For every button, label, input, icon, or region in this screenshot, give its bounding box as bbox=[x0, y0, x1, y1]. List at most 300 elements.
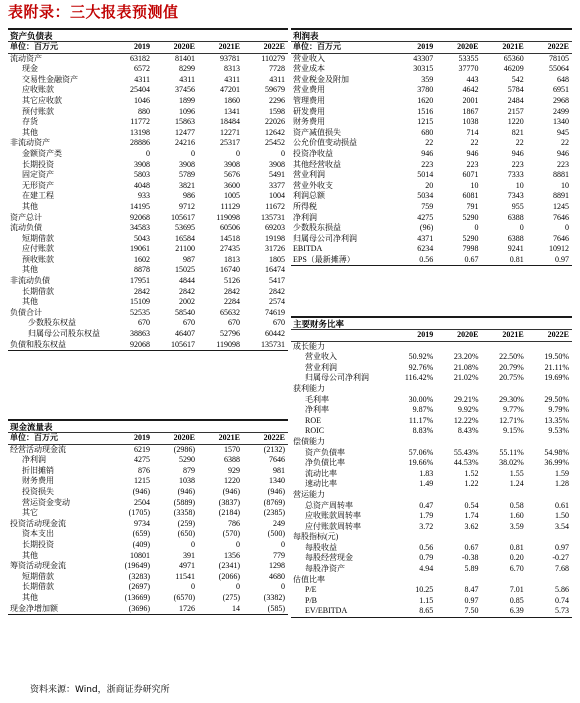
cell-value: 1038 bbox=[179, 476, 195, 486]
cell-value: 1004 bbox=[269, 191, 285, 201]
cell-value: -0.27 bbox=[552, 553, 569, 563]
cell-value: (2066) bbox=[218, 571, 240, 581]
cell-value: 5491 bbox=[269, 170, 285, 180]
cell-value: (6570) bbox=[173, 592, 195, 602]
year-header: 2022E bbox=[243, 42, 288, 53]
cell-value: 0 bbox=[281, 582, 285, 592]
row-label: 净负债比率 bbox=[305, 458, 345, 468]
cell-value: 0.67 bbox=[436, 255, 481, 266]
cell-value: 5417 bbox=[269, 276, 285, 286]
cell-value: (3837) bbox=[218, 497, 240, 507]
row-label: EPS（最新摊薄） bbox=[291, 255, 391, 266]
cell-value: 19.66% bbox=[408, 458, 434, 468]
cell-value: 1038 bbox=[462, 117, 479, 127]
cell-value: 5789 bbox=[179, 170, 195, 180]
cell-value: 0.47 bbox=[419, 500, 434, 510]
cell-value: 27435 bbox=[220, 244, 240, 254]
cell-value: -0.38 bbox=[461, 553, 479, 563]
row-label: 预付账款 bbox=[22, 106, 54, 116]
row-label: 归属母公司净利润 bbox=[293, 233, 357, 243]
table-row bbox=[291, 426, 572, 437]
cell-value bbox=[527, 490, 572, 501]
row-label: 应付账款周转率 bbox=[305, 521, 361, 531]
table-row bbox=[291, 255, 572, 266]
cell-value: 55.43% bbox=[453, 447, 479, 457]
row-label: 预收账款 bbox=[22, 254, 54, 264]
row-label: 资产减值损失 bbox=[293, 127, 341, 137]
row-label: P/B bbox=[305, 595, 318, 605]
cell-value: 0.81 bbox=[509, 542, 524, 552]
cell-value: 12.22% bbox=[453, 415, 479, 425]
row-label: 每股指标(元) bbox=[293, 532, 339, 542]
row-label: 财务费用 bbox=[22, 476, 54, 486]
cell-value: 0 bbox=[236, 539, 240, 549]
row-label: P/E bbox=[305, 585, 317, 595]
row-label: EBITDA bbox=[293, 244, 323, 254]
cell-value: 135731 bbox=[243, 340, 288, 351]
cell-value: 0.81 bbox=[482, 255, 527, 266]
table-row bbox=[8, 213, 288, 224]
row-label: 流动资产 bbox=[10, 53, 42, 63]
table-row bbox=[291, 341, 572, 352]
cell-value bbox=[527, 575, 572, 586]
cell-value: 12642 bbox=[265, 127, 285, 137]
cell-value: 4642 bbox=[462, 85, 479, 95]
cell-value: 22.50% bbox=[499, 352, 524, 362]
cashflow-title: 现金流量表 bbox=[8, 421, 288, 433]
cell-value: 10 bbox=[515, 180, 524, 190]
cell-value: 2574 bbox=[269, 297, 285, 307]
cell-value: 20.75% bbox=[499, 373, 524, 383]
cell-value: (659) bbox=[132, 529, 150, 539]
cell-value: 1341 bbox=[224, 106, 240, 116]
cell-value: 5290 bbox=[462, 233, 479, 243]
cell-value: 5.86 bbox=[555, 585, 569, 595]
table-row bbox=[291, 575, 572, 586]
cell-value: 4371 bbox=[417, 233, 434, 243]
cell-value: 1805 bbox=[269, 254, 285, 264]
cell-value: 2842 bbox=[224, 286, 240, 296]
cell-value bbox=[436, 437, 481, 448]
cell-value: 2842 bbox=[179, 286, 195, 296]
cell-value: 2002 bbox=[179, 297, 195, 307]
cell-value: 670 bbox=[228, 318, 240, 328]
cell-value: 670 bbox=[183, 318, 195, 328]
cell-value: 28886 bbox=[130, 138, 150, 148]
cell-value: 1220 bbox=[224, 476, 240, 486]
table-row bbox=[291, 244, 572, 255]
cell-value: 0 bbox=[281, 539, 285, 549]
cell-value: 933 bbox=[138, 191, 150, 201]
table-row bbox=[8, 561, 288, 572]
cell-value: 92068 bbox=[130, 212, 150, 222]
table-row bbox=[8, 529, 288, 540]
cell-value: 1570 bbox=[224, 444, 240, 454]
cell-value bbox=[527, 341, 572, 352]
cell-value: (409) bbox=[132, 539, 150, 549]
cell-value: (3283) bbox=[128, 571, 150, 581]
row-label: 短期借款 bbox=[22, 233, 54, 243]
table-row bbox=[8, 444, 288, 455]
cell-value bbox=[391, 575, 436, 586]
table-row bbox=[8, 234, 288, 245]
cell-value: (500) bbox=[267, 529, 285, 539]
cell-value: 23.20% bbox=[453, 352, 479, 362]
table-row bbox=[8, 276, 288, 287]
cell-value: 11129 bbox=[220, 201, 240, 211]
row-label: 净利率 bbox=[305, 405, 329, 415]
cell-value: 65632 bbox=[220, 307, 240, 317]
row-label: 流动负债 bbox=[10, 223, 42, 233]
year-header: 2020E bbox=[436, 42, 481, 53]
cell-value: 50.92% bbox=[408, 352, 434, 362]
cell-value: 31726 bbox=[265, 244, 285, 254]
cell-value: 0.20 bbox=[509, 553, 524, 563]
cell-value: 5803 bbox=[134, 170, 150, 180]
cell-value bbox=[482, 437, 527, 448]
cell-value: 29.50% bbox=[544, 394, 569, 404]
cell-value: 11541 bbox=[175, 571, 195, 581]
cell-value bbox=[482, 341, 527, 352]
cell-value: 359 bbox=[421, 74, 434, 84]
cell-value: 2284 bbox=[224, 297, 240, 307]
row-label: 速动比率 bbox=[305, 479, 337, 489]
cell-value: 946 bbox=[557, 148, 569, 158]
row-label: 非流动资产 bbox=[10, 138, 50, 148]
table-row bbox=[8, 170, 288, 181]
cell-value: 1.55 bbox=[509, 468, 524, 478]
cell-value: 5676 bbox=[224, 170, 240, 180]
cell-value: 0 bbox=[281, 148, 285, 158]
cell-value: 12.71% bbox=[499, 415, 524, 425]
cell-value: 5034 bbox=[417, 191, 434, 201]
table-row bbox=[8, 191, 288, 202]
table-row bbox=[291, 96, 572, 107]
cell-value: 116.42% bbox=[404, 373, 434, 383]
row-label: 总资产周转率 bbox=[305, 500, 353, 510]
cell-value: (650) bbox=[177, 529, 195, 539]
cell-value: 3.72 bbox=[419, 521, 434, 531]
cell-value: 1.60 bbox=[509, 511, 524, 521]
cell-value: 1215 bbox=[417, 117, 434, 127]
cell-value: 3908 bbox=[179, 159, 195, 169]
table-row bbox=[8, 117, 288, 128]
cell-value: 1215 bbox=[134, 476, 150, 486]
cell-value: 55.11% bbox=[499, 447, 524, 457]
cell-value bbox=[482, 384, 527, 395]
cell-value: 20.79% bbox=[499, 362, 524, 372]
table-row bbox=[8, 340, 288, 351]
cell-value: 15109 bbox=[130, 297, 150, 307]
cell-value: 4275 bbox=[134, 455, 150, 465]
cell-value: 8.47 bbox=[464, 585, 479, 595]
row-label: 无形资产 bbox=[22, 180, 54, 190]
cell-value: 5.73 bbox=[527, 606, 572, 617]
table-row bbox=[291, 202, 572, 213]
cell-value: 43307 bbox=[413, 53, 434, 63]
balance-sheet-title: 资产负债表 bbox=[8, 30, 288, 42]
cell-value bbox=[391, 490, 436, 501]
table-row bbox=[8, 593, 288, 604]
cell-value: 63182 bbox=[130, 53, 150, 63]
cell-value: 21.08% bbox=[453, 362, 479, 372]
year-header: 2020E bbox=[436, 330, 481, 341]
cell-value: 44.53% bbox=[453, 458, 479, 468]
row-label: 研发费用 bbox=[293, 106, 325, 116]
cell-value: 7646 bbox=[269, 455, 285, 465]
table-row bbox=[291, 160, 572, 171]
cell-value: 57.06% bbox=[408, 447, 434, 457]
cell-value: 14518 bbox=[220, 233, 240, 243]
row-label: 营业利润 bbox=[293, 170, 325, 180]
cell-value: 6.70 bbox=[509, 564, 524, 574]
cell-value: 1.22 bbox=[464, 479, 479, 489]
cell-value: 6388 bbox=[224, 455, 240, 465]
row-label: 营业外收支 bbox=[293, 180, 333, 190]
cell-value: 5.89 bbox=[464, 564, 479, 574]
cell-value: 670 bbox=[138, 318, 150, 328]
cell-value: 2484 bbox=[507, 95, 524, 105]
cell-value: 17951 bbox=[130, 276, 150, 286]
row-label: 偿债能力 bbox=[293, 436, 325, 446]
cell-value: 21.11% bbox=[544, 362, 569, 372]
cell-value: 249 bbox=[273, 518, 285, 528]
table-row bbox=[291, 479, 572, 490]
table-row bbox=[291, 170, 572, 181]
cell-value: 6388 bbox=[507, 212, 524, 222]
cell-value: 7728 bbox=[269, 64, 285, 74]
cell-value: 1.52 bbox=[464, 468, 479, 478]
cell-value: 14 bbox=[198, 604, 243, 615]
cell-value: 8881 bbox=[553, 170, 569, 180]
cell-value: 8.43% bbox=[457, 426, 479, 436]
table-row bbox=[8, 202, 288, 213]
row-label: 金额资产类 bbox=[22, 148, 62, 158]
table-row bbox=[291, 75, 572, 86]
table-row bbox=[291, 458, 572, 469]
row-label: 营业成本 bbox=[293, 64, 325, 74]
cell-value: 9734 bbox=[134, 518, 150, 528]
cell-value bbox=[482, 490, 527, 501]
table-row bbox=[291, 395, 572, 406]
cell-value: 1.83 bbox=[419, 468, 434, 478]
table-row bbox=[291, 448, 572, 459]
cell-value: 9.53% bbox=[548, 426, 569, 436]
cell-value: 8.65 bbox=[391, 606, 436, 617]
year-header: 2019 bbox=[108, 42, 153, 53]
cell-value: 10 bbox=[561, 180, 569, 190]
cell-value: (2184) bbox=[218, 508, 240, 518]
table-row bbox=[8, 318, 288, 329]
cell-value: 53695 bbox=[175, 223, 195, 233]
cell-value: 25404 bbox=[130, 85, 150, 95]
cell-value bbox=[527, 437, 572, 448]
cell-value: 1340 bbox=[553, 117, 569, 127]
cell-value: 223 bbox=[421, 159, 434, 169]
cell-value: 9.77% bbox=[503, 405, 524, 415]
cell-value: 1598 bbox=[269, 106, 285, 116]
cell-value bbox=[482, 575, 527, 586]
table-row bbox=[8, 297, 288, 308]
cell-value: 5290 bbox=[462, 212, 479, 222]
table-row bbox=[8, 487, 288, 498]
year-header: 2022E bbox=[527, 330, 572, 341]
table-row bbox=[291, 522, 572, 533]
cell-value: 119098 bbox=[198, 340, 243, 351]
cell-value: 69203 bbox=[265, 223, 285, 233]
row-label: 资本支出 bbox=[22, 529, 54, 539]
cell-value: 38863 bbox=[130, 329, 150, 339]
cell-value: 946 bbox=[421, 148, 434, 158]
cell-value: (570) bbox=[222, 529, 240, 539]
cell-value: 223 bbox=[557, 159, 569, 169]
cell-value: (2132) bbox=[263, 444, 285, 454]
cell-value: 7343 bbox=[507, 191, 524, 201]
cell-value: 92.76% bbox=[408, 362, 434, 372]
cell-value: 4971 bbox=[179, 561, 195, 571]
cell-value: 3821 bbox=[179, 180, 195, 190]
table-row bbox=[8, 107, 288, 118]
table-row bbox=[8, 53, 288, 64]
cell-value: 10 bbox=[470, 180, 479, 190]
cell-value bbox=[391, 437, 436, 448]
table-row bbox=[291, 128, 572, 139]
table-row bbox=[8, 265, 288, 276]
row-label: 其他 bbox=[22, 265, 38, 275]
cell-value bbox=[436, 532, 481, 543]
cell-value: 105617 bbox=[171, 212, 195, 222]
cell-value: 9241 bbox=[507, 244, 524, 254]
row-label: 存货 bbox=[22, 117, 38, 127]
table-row bbox=[291, 181, 572, 192]
cell-value: 648 bbox=[557, 74, 569, 84]
cell-value: (275) bbox=[222, 592, 240, 602]
table-row bbox=[291, 564, 572, 575]
cell-value: (96) bbox=[419, 223, 434, 233]
cell-value: (3358) bbox=[173, 508, 195, 518]
table-row bbox=[8, 181, 288, 192]
cell-value: 16584 bbox=[175, 233, 195, 243]
row-label: 少数股东权益 bbox=[28, 318, 76, 328]
cell-value: 52796 bbox=[220, 329, 240, 339]
table-row bbox=[291, 138, 572, 149]
cell-value: 223 bbox=[511, 159, 524, 169]
cell-value: 542 bbox=[511, 74, 524, 84]
table-row bbox=[8, 582, 288, 593]
table-row bbox=[291, 606, 572, 617]
year-header: 2021E bbox=[482, 330, 527, 341]
row-label: 负债合计 bbox=[10, 307, 42, 317]
table-row bbox=[8, 455, 288, 466]
cell-value: 1.15 bbox=[419, 595, 434, 605]
cell-value: 2504 bbox=[134, 497, 150, 507]
cell-value: (259) bbox=[177, 518, 195, 528]
cell-value: 22 bbox=[561, 138, 569, 148]
table-row bbox=[291, 405, 572, 416]
row-label: 归属母公司净利润 bbox=[305, 373, 369, 383]
row-label: 净利润 bbox=[22, 455, 46, 465]
row-label: 资产总计 bbox=[10, 212, 42, 222]
cell-value: (2986) bbox=[173, 444, 195, 454]
cell-value: 0.97 bbox=[464, 595, 479, 605]
cell-value: 22 bbox=[470, 138, 479, 148]
row-label: 现金 bbox=[22, 64, 38, 74]
cell-value: 119098 bbox=[216, 212, 240, 222]
cell-value: 92068 bbox=[108, 340, 153, 351]
cell-value: 25452 bbox=[265, 138, 285, 148]
cell-value: 14195 bbox=[130, 201, 150, 211]
table-row bbox=[8, 508, 288, 519]
cell-value: 60506 bbox=[220, 223, 240, 233]
table-row bbox=[291, 469, 572, 480]
cell-value: 7646 bbox=[553, 212, 569, 222]
table-row bbox=[8, 604, 288, 615]
cell-value bbox=[391, 341, 436, 352]
row-label: 公允价值变动损益 bbox=[293, 138, 357, 148]
year-header: 2019 bbox=[391, 330, 436, 341]
cell-value: 9.79% bbox=[548, 405, 569, 415]
year-header: 2020E bbox=[153, 42, 198, 53]
cell-value: 876 bbox=[138, 465, 150, 475]
table-row bbox=[291, 363, 572, 374]
row-label: 财务费用 bbox=[293, 117, 325, 127]
row-label: 长期投资 bbox=[22, 539, 54, 549]
cell-value: 6219 bbox=[134, 444, 150, 454]
row-label: 经营活动现金流 bbox=[10, 444, 66, 454]
cell-value: 929 bbox=[228, 465, 240, 475]
cell-value: 21100 bbox=[175, 244, 195, 254]
cell-value: 2842 bbox=[134, 286, 150, 296]
row-label: 短期借款 bbox=[22, 571, 54, 581]
cell-value bbox=[527, 384, 572, 395]
table-row bbox=[291, 596, 572, 607]
row-label: 获利能力 bbox=[293, 383, 325, 393]
cell-value: 9.15% bbox=[503, 426, 524, 436]
cell-value: 21.02% bbox=[453, 373, 479, 383]
cell-value: 1.59 bbox=[555, 468, 569, 478]
cell-value: 6071 bbox=[462, 170, 479, 180]
year-header: 2019 bbox=[108, 433, 153, 444]
cell-value: 81401 bbox=[175, 53, 195, 63]
table-row bbox=[291, 501, 572, 512]
table-row bbox=[291, 585, 572, 596]
cell-value bbox=[527, 532, 572, 543]
cell-value: 59679 bbox=[265, 85, 285, 95]
cell-value: 955 bbox=[511, 201, 524, 211]
balance-sheet-panel bbox=[8, 28, 288, 351]
row-label: 投资净收益 bbox=[293, 148, 333, 158]
cell-value: 1.49 bbox=[419, 479, 434, 489]
cell-value: 0 bbox=[146, 148, 150, 158]
cell-value: 3.54 bbox=[555, 521, 569, 531]
cell-value: 0 bbox=[191, 539, 195, 549]
row-label: 营业收入 bbox=[293, 53, 325, 63]
table-row bbox=[291, 234, 572, 245]
table-row bbox=[291, 352, 572, 363]
cell-value: (1705) bbox=[128, 508, 150, 518]
cell-value: 946 bbox=[511, 148, 524, 158]
cell-value: 19.69% bbox=[544, 373, 569, 383]
cell-value: 1620 bbox=[417, 95, 434, 105]
cell-value: 1.79 bbox=[419, 511, 434, 521]
cell-value: 53355 bbox=[458, 53, 479, 63]
table-row bbox=[8, 572, 288, 583]
cell-value: 13.35% bbox=[544, 415, 569, 425]
cell-value bbox=[391, 384, 436, 395]
cell-value: 7.50 bbox=[436, 606, 481, 617]
cell-value: 7333 bbox=[507, 170, 524, 180]
table-row bbox=[8, 244, 288, 255]
